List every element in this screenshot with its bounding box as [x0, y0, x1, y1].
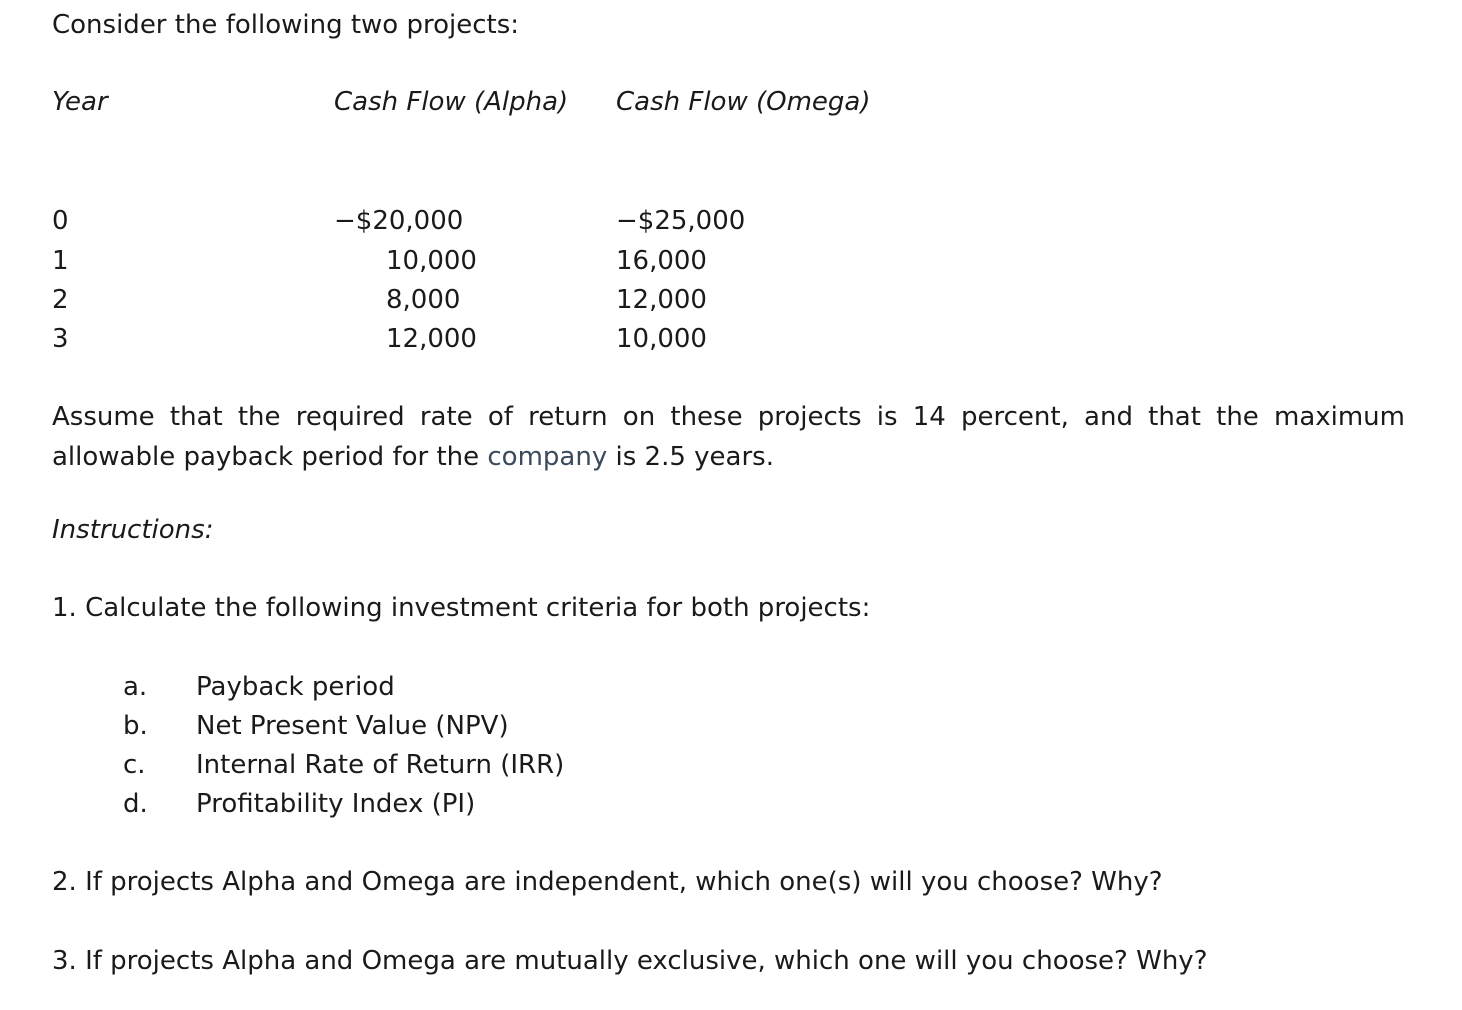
- year-cell: 2: [52, 285, 69, 315]
- omega-cash-flow-cell: 16,000: [616, 246, 707, 276]
- omega-cash-flow-cell: −$25,000: [616, 206, 746, 236]
- assumption-paragraph: [52, 397, 1405, 477]
- omega-cash-flow-cell: 10,000: [616, 324, 707, 354]
- year-cell: 0: [52, 206, 69, 236]
- question-2: 2. If projects Alpha and Omega are independent, which one(s) will you choose? Why?: [52, 867, 1163, 897]
- criteria-letter: d.: [123, 789, 148, 819]
- criteria-item: Internal Rate of Return (IRR): [196, 750, 565, 780]
- assumption-line-2-start: allowable payback period for the: [52, 442, 488, 472]
- alpha-cash-flow-cell: 10,000: [386, 246, 477, 276]
- criteria-item: Profitability Index (PI): [196, 789, 476, 819]
- assumption-company-word: company: [487, 442, 608, 472]
- assumption-line-2-end: is 2.5 years.: [607, 442, 774, 472]
- header-cash-flow-alpha: Cash Flow (Alpha): [334, 87, 569, 117]
- header-year: Year: [52, 87, 108, 117]
- intro-text: Consider the following two projects:: [52, 10, 520, 40]
- criteria-item: Net Present Value (NPV): [196, 711, 509, 741]
- instructions-label: Instructions:: [52, 515, 214, 545]
- alpha-cash-flow-cell: 8,000: [386, 285, 461, 315]
- question-3: 3. If projects Alpha and Omega are mutually exclusive, which one will you choose? Why?: [52, 946, 1208, 976]
- assumption-line-1: Assume that the required rate of return on these projects is 14 percent, and that the maximum: [52, 402, 1405, 432]
- year-cell: 3: [52, 324, 69, 354]
- criteria-letter: c.: [123, 750, 146, 780]
- criteria-letter: a.: [123, 672, 148, 702]
- omega-cash-flow-cell: 12,000: [616, 285, 707, 315]
- question-1: 1. Calculate the following investment criteria for both projects:: [52, 593, 871, 623]
- alpha-cash-flow-cell: −$20,000: [334, 206, 464, 236]
- header-cash-flow-omega: Cash Flow (Omega): [616, 87, 871, 117]
- criteria-item: Payback period: [196, 672, 395, 702]
- criteria-letter: b.: [123, 711, 148, 741]
- year-cell: 1: [52, 246, 69, 276]
- alpha-cash-flow-cell: 12,000: [386, 324, 477, 354]
